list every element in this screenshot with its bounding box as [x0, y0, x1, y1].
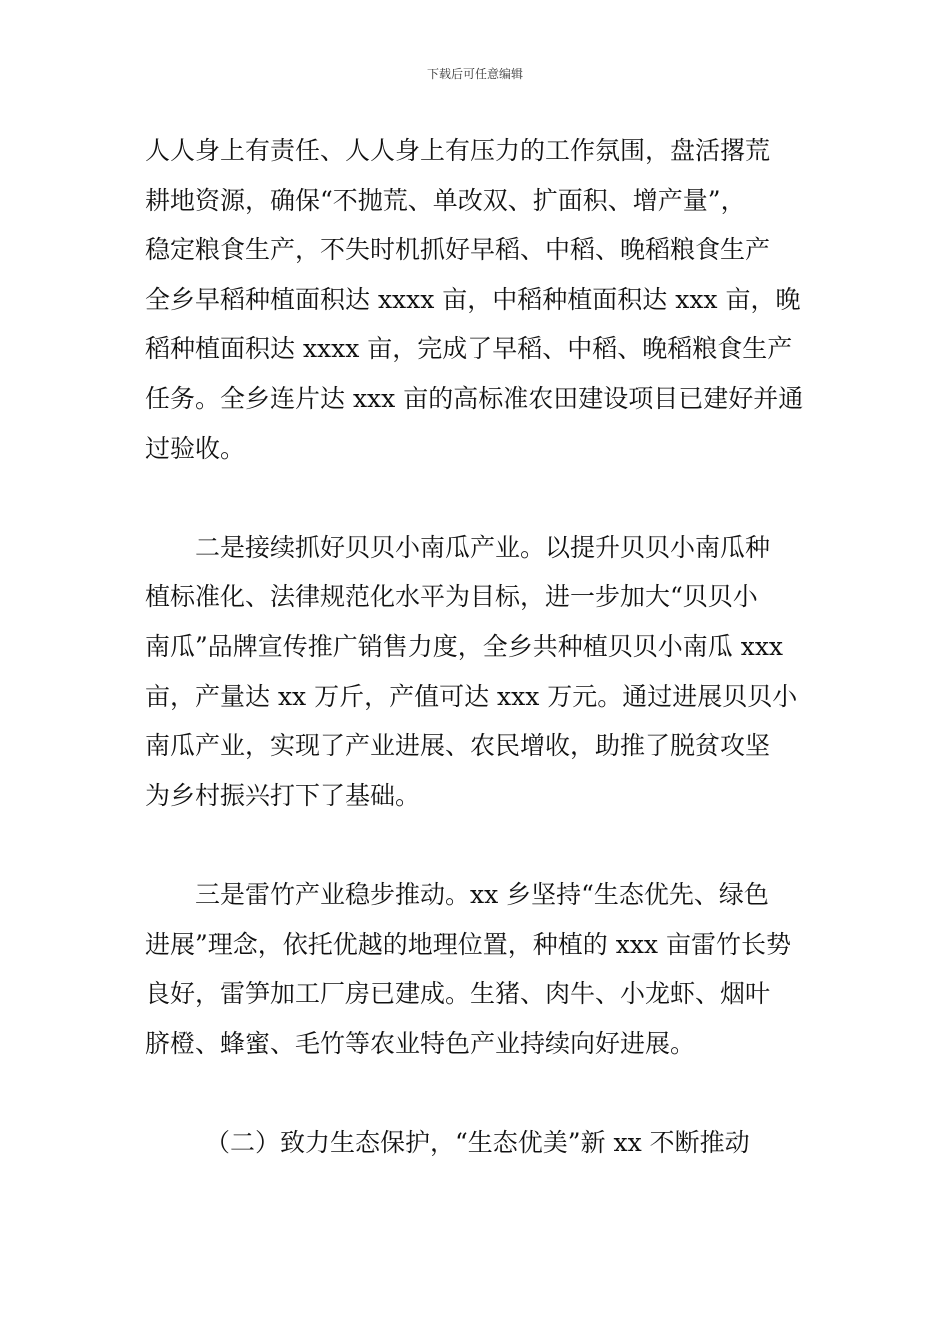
paragraph-spacer [145, 820, 810, 870]
paragraph-line: 三是雷竹产业稳步推动。xx 乡坚持“生态优先、绿色 [195, 879, 769, 909]
paragraph-spacer [145, 1068, 810, 1118]
paragraph-spacer [145, 473, 810, 523]
paragraph-line: 稳定粮食生产，不失时机抓好早稻、中稻、晚稻粮食生产 [145, 235, 771, 265]
paragraph-2 [145, 523, 810, 821]
document-body [145, 126, 810, 1167]
page-header: 下载后可任意编辑 [426, 67, 523, 81]
paragraph-3 [145, 870, 810, 1068]
paragraph-line: 耕地资源，确保“不抛荒、单改双、扩面积、增产量”， [145, 185, 746, 215]
paragraph-line: 全乡早稻种植面积达 xxxx 亩，中稻种植面积达 xxx 亩，晚 [145, 284, 801, 314]
paragraph-line: 亩，产量达 xx 万斤，产值可达 xxx 万元。通过进展贝贝小 [145, 681, 798, 711]
paragraph-line: 良好，雷笋加工厂房已建成。生猪、肉牛、小龙虾、烟叶 [145, 979, 771, 1009]
paragraph-1 [145, 126, 810, 473]
paragraph-line: 为乡村振兴打下了基础。 [145, 780, 421, 810]
paragraph-line: 南瓜产业，实现了产业进展、农民增收，助推了脱贫攻坚 [145, 731, 771, 761]
paragraph-line: 脐橙、蜂蜜、毛竹等农业特色产业持续向好进展。 [145, 1028, 696, 1058]
paragraph-line: 植标准化、法律规范化水平为目标，进一步加大“贝贝小 [145, 582, 758, 612]
paragraph-line: 任务。全乡连片达 xxx 亩的高标准农田建设项目已建好并通 [145, 383, 804, 413]
paragraph-line: 稻种植面积达 xxxx 亩，完成了早稻、中稻、晚稻粮食生产 [145, 334, 793, 364]
section-heading-text: （二）致力生态保护，“生态优美”新 xx 不断推动 [205, 1127, 750, 1157]
section-heading [145, 1118, 810, 1168]
paragraph-line: 二是接续抓好贝贝小南瓜产业。以提升贝贝小南瓜种 [195, 532, 771, 562]
paragraph-line: 进展”理念，依托优越的地理位置，种植的 xxx 亩雷竹长势 [145, 929, 791, 959]
paragraph-line: 南瓜”品牌宣传推广销售力度，全乡共种植贝贝小南瓜 xxx [145, 631, 784, 661]
paragraph-line: 过验收。 [145, 433, 246, 463]
paragraph-line: 人人身上有责任、人人身上有压力的工作氛围，盘活撂荒 [145, 136, 771, 165]
